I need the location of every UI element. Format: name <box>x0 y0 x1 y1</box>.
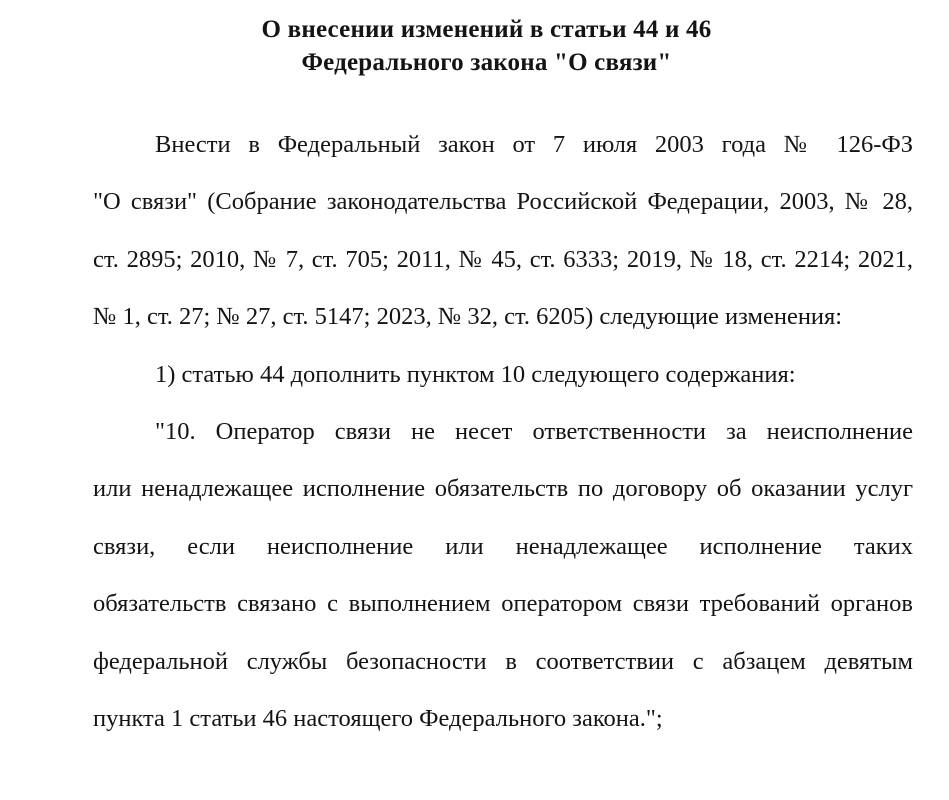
text-line: обязательств связано с выполнением оператором связи требований органов <box>93 590 913 618</box>
paragraph-2 <box>93 346 913 403</box>
text-line: "10. Оператор связи не несет ответственности за неисполнение <box>155 418 913 446</box>
text-line: связи, если неисполнение или ненадлежащее исполнение таких <box>93 532 913 560</box>
text-line: "О связи" (Собрание законодательства Российской Федерации, 2003, № 28, <box>93 188 913 216</box>
text-line: № 1, ст. 27; № 27, ст. 5147; 2023, № 32, ст. 6205) следующие изменения: <box>93 303 843 331</box>
document-title <box>0 0 949 79</box>
text-line: федеральной службы безопасности в соответствии с абзацем девятым <box>93 647 913 675</box>
paragraph-1 <box>93 116 913 346</box>
text-line: 1) статью 44 дополнить пунктом 10 следующего содержания: <box>155 360 796 388</box>
text-line: ст. 2895; 2010, № 7, ст. 705; 2011, № 45, ст. 6333; 2019, № 18, ст. 2214; 2021, <box>93 245 913 273</box>
text-line: Внести в Федеральный закон от 7 июля 2003 года № 126-ФЗ <box>155 131 913 158</box>
document-title-line-2: Федерального закона "О связи" <box>301 49 672 76</box>
paragraph-3 <box>93 403 913 747</box>
text-line: или ненадлежащее исполнение обязательств по договору об оказании услуг <box>93 475 913 503</box>
document-title-line-1: О внесении изменений в статьи 44 и 46 <box>261 16 712 43</box>
document-body <box>93 116 913 747</box>
text-line: пункта 1 статьи 46 настоящего Федерального закона."; <box>93 705 663 733</box>
